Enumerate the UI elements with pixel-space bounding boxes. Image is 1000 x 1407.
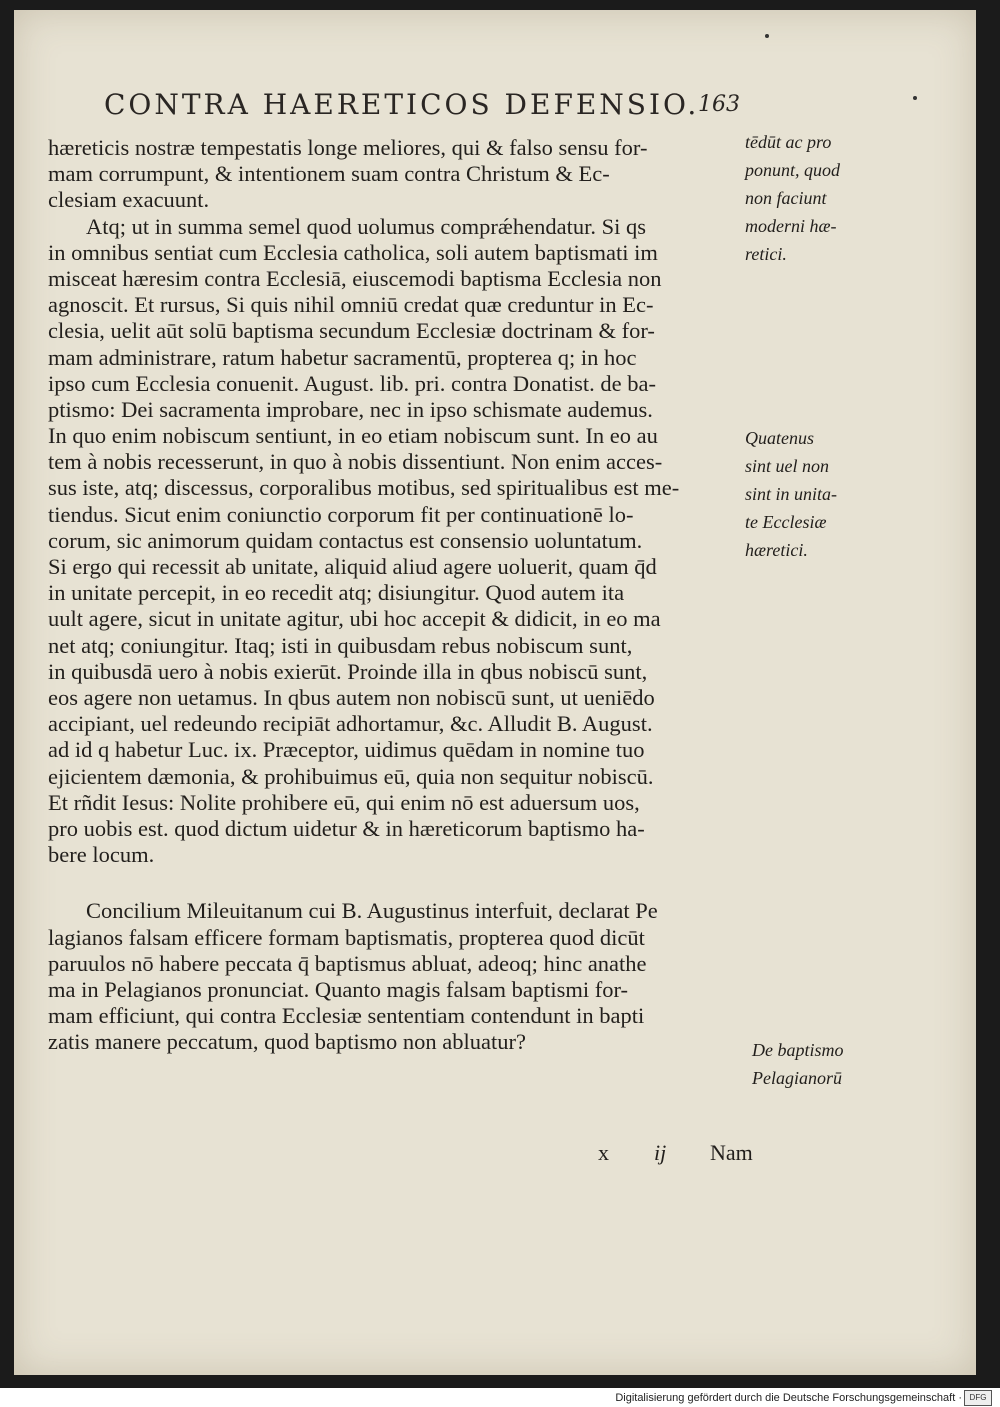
text-line: mam corrumpunt, & intentionem suam contra Christum & Ec-	[48, 161, 610, 187]
margin-note-moderni	[745, 128, 885, 268]
digitization-credit: Digitalisierung gefördert durch die Deutsche Forschungsgemeinschaft ·	[615, 1392, 962, 1404]
margin-note-line: De baptismo	[752, 1040, 844, 1060]
text-line: tiendus. Sicut enim coniunctio corporum fit per continuationē lo-	[48, 501, 634, 527]
text-line: ptismo: Dei sacramenta improbare, nec in ipso schismate audemus.	[48, 396, 653, 422]
ink-speck	[913, 96, 917, 100]
margin-note-line: te Ecclesiæ	[745, 512, 827, 532]
running-title: CONTRA HAERETICOS DEFENSIO.	[104, 88, 700, 121]
margin-note-pelagians	[752, 1036, 892, 1092]
text-line: misceat hæresim contra Ecclesiā, eiuscemodi baptisma Ecclesia non	[48, 265, 662, 291]
text-line: zatis manere peccatum, quod baptismo non abluatur?	[48, 1029, 526, 1055]
text-line: in unitate percepit, in eo recedit atq; disiungitur. Quod autem ita	[48, 580, 625, 606]
signature-mark: x	[598, 1140, 609, 1165]
margin-note-line: moderni hæ-	[745, 216, 837, 236]
text-line: Et rñdit Iesus: Nolite prohibere eū, qui enim nō est aduersum uos,	[48, 789, 640, 815]
text-line: lagianos falsam efficere formam baptismatis, propterea quod dicūt	[48, 924, 645, 950]
text-line: eos agere non uetamus. In qbus autem non nobiscū sunt, ut ueniēdo	[48, 684, 655, 710]
text-line: Atq; ut in summa semel quod uolumus comprǽhendatur. Si qs	[86, 213, 646, 239]
text-line: corum, sic animorum quidam contactus est consensio uoluntatum.	[48, 527, 643, 553]
text-line: in omnibus sentiat cum Ecclesia catholica, soli autem baptismati im	[48, 239, 658, 265]
text-line: sus iste, atq; discessus, corporalibus motibus, sed spiritualibus est me-	[48, 475, 680, 501]
margin-note-line: ponunt, quod	[745, 160, 841, 180]
text-line: tem à nobis recesserunt, in quo à nobis dissentiunt. Non enim acces-	[48, 449, 663, 475]
text-line: ad id q habetur Luc. ix. Præceptor, uidimus quēdam in nomine tuo	[48, 737, 645, 763]
text-line: mam administrare, ratum habetur sacramentū, propterea q; in hoc	[48, 344, 637, 370]
margin-note-line: Pelagianorū	[752, 1068, 842, 1088]
text-line: ipso cum Ecclesia conuenit. August. lib. pri. contra Donatist. de ba-	[48, 370, 656, 396]
signature-subscript: ij	[654, 1140, 667, 1165]
text-line: mam efficiunt, qui contra Ecclesiæ sententiam contendunt in bapti	[48, 1003, 645, 1029]
text-line: clesia, uelit aūt solū baptisma secundum Ecclesiæ doctrinam & for-	[48, 318, 655, 344]
catchword: Nam	[710, 1140, 753, 1165]
text-line: ma in Pelagianos pronunciat. Quanto magis falsam baptismi for-	[48, 977, 629, 1002]
text-line: hæreticis nostræ tempestatis longe meliores, qui & falso sensu for-	[48, 135, 648, 160]
margin-note-line: retici.	[745, 244, 787, 264]
margin-note-line: hæretici.	[745, 540, 808, 560]
text-line: agnoscit. Et rursus, Si quis nihil omniū credat quæ creduntur in Ec-	[48, 292, 654, 318]
text-line	[48, 868, 758, 894]
page-number: 163	[698, 92, 740, 117]
body-text	[48, 135, 758, 1056]
text-line: net atq; coniungitur. Itaq; isti in quibusdam rebus nobiscum sunt,	[48, 632, 633, 658]
margin-note-line: non faciunt	[745, 188, 827, 208]
margin-note-line: sint in unita-	[745, 484, 838, 504]
margin-note-line: tēdūt ac pro	[745, 132, 832, 152]
text-line: ejicientem dæmonia, & prohibuimus eū, quia non sequitur nobiscū.	[48, 763, 654, 789]
text-line: in quibusdā uero à nobis exierūt. Proinde illa in qbus nobiscū sunt,	[48, 658, 648, 684]
text-line: uult agere, sicut in unitate agitur, ubi hoc accepit & didicit, in eo ma	[48, 606, 661, 632]
text-line: bere locum.	[48, 842, 155, 868]
text-line: Si ergo qui recessit ab unitate, aliquid aliud agere uoluerit, quam q̄d	[48, 554, 657, 579]
text-line: Concilium Mileuitanum cui B. Augustinus interfuit, declarat Pe	[86, 898, 658, 924]
ink-speck	[765, 34, 769, 38]
text-line: clesiam exacuunt.	[48, 187, 210, 213]
dfg-logo: DFG	[964, 1390, 992, 1406]
text-line: paruulos nō habere peccata q̄ baptismus abluat, adeoq; hinc anathe	[48, 950, 647, 976]
margin-note-line: sint uel non	[745, 456, 829, 476]
text-line: pro uobis est. quod dictum uidetur & in hæreticorum baptismo ha-	[48, 815, 645, 841]
text-line: In quo enim nobiscum sentiunt, in eo etiam nobiscum sunt. In eo au	[48, 423, 658, 449]
text-line: accipiant, uel redeundo recipiāt adhortamur, &c. Alludit B. August.	[48, 711, 653, 737]
margin-note-line: Quatenus	[745, 428, 814, 448]
margin-note-quatenus	[745, 424, 885, 564]
